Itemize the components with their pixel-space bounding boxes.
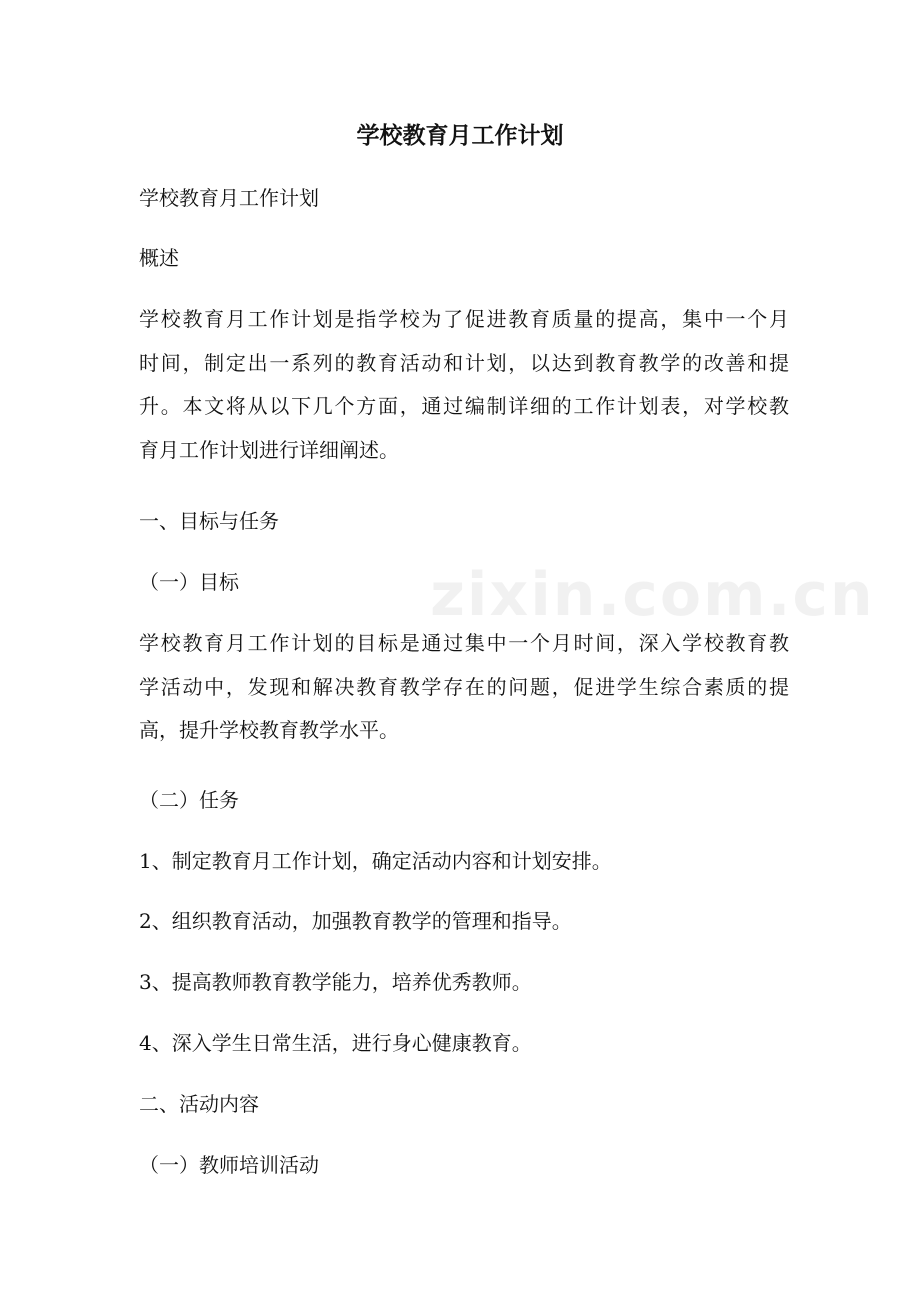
section2-heading: 二、活动内容 [139,1092,259,1116]
task-heading: （二）任务 [139,788,239,812]
task-item: 2、组织教育活动，加强教育教学的管理和指导。 [139,909,572,933]
goal-line: 学校教育月工作计划的目标是通过集中一个月时间，深入学校教育教 [139,631,789,655]
overview-heading: 概述 [139,246,179,270]
document-subtitle: 学校教育月工作计划 [139,186,319,210]
teacher-training-heading: （一）教师培训活动 [139,1153,319,1177]
goal-line: 高，提升学校教育教学水平。 [139,718,399,743]
task-item: 1、制定教育月工作计划，确定活动内容和计划安排。 [139,849,612,873]
overview-line: 育月工作计划进行详细阐述。 [139,437,399,462]
goal-heading: （一）目标 [139,570,239,594]
overview-line: 时间，制定出一系列的教育活动和计划，以达到教育教学的改善和提 [139,350,789,375]
section1-heading: 一、目标与任务 [139,509,279,533]
overview-line: 升。本文将从以下几个方面，通过编制详细的工作计划表，对学校教 [139,394,789,419]
goal-paragraph [139,622,789,753]
overview-paragraph [139,298,789,472]
task-item: 3、提高教师教育教学能力，培养优秀教师。 [139,970,532,994]
overview-line: 学校教育月工作计划是指学校为了促进教育质量的提高，集中一个月 [139,307,789,331]
goal-line: 学活动中，发现和解决教育教学存在的问题，促进学生综合素质的提 [139,674,789,699]
watermark: zixin.com.cn [430,560,875,630]
document-title: 学校教育月工作计划 [356,122,564,149]
task-item: 4、深入学生日常生活，进行身心健康教育。 [139,1031,532,1055]
